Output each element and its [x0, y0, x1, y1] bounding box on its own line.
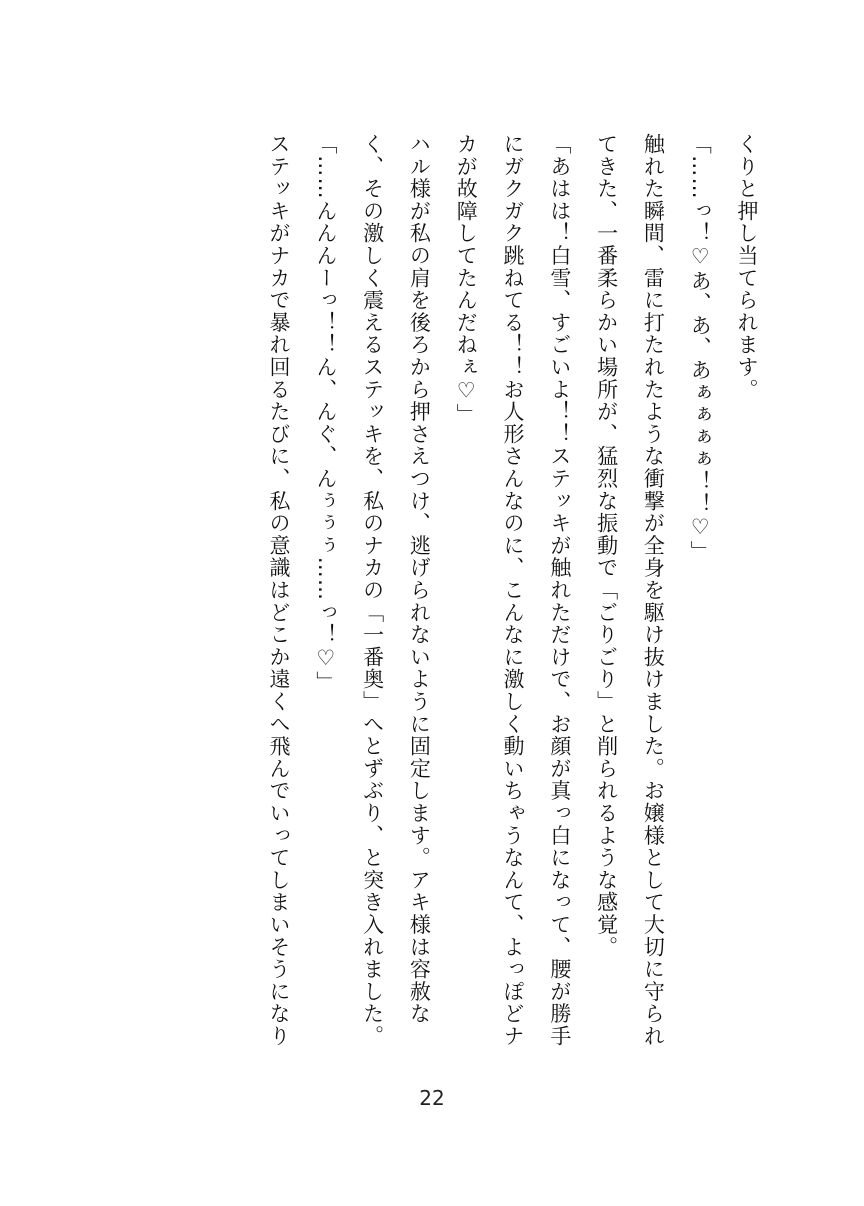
- paragraph-1: くりと押し当てられます。: [735, 133, 759, 401]
- paragraph-7: ステッキがナカで暴れ回るたびに、私の意識はどこか遠くへ飛んでいってしまいそうになり: [267, 133, 292, 1048]
- paragraph-2: 「……っ！♡あ、あ、あぁぁぁぁ！！♡」: [688, 133, 713, 563]
- paragraph-3: 触れた瞬間、雷に打たれたような衝撃が全身を駆け抜けました。お嬢様として大切に守られてきた、一番柔らかい場所が、猛烈な振動で「ごりごり」と削られるような感覚。: [594, 133, 666, 1048]
- page-number: 22: [419, 1086, 445, 1110]
- paragraph-4: 「あはは！白雪、すごいよ！！ステッキが触れただけで、お顔が真っ白になって、腰が勝手にガクガク跳ねてる！！お人形さんなのに、こんなに激しく動いちゃうなんて、よっぽどナカが故障してたんだねぇ♡」: [454, 133, 572, 1048]
- paragraph-5: ハル様が私の肩を後ろから押さえつけ、逃げられないように固定します。アキ様は容赦なく、その激しく震えるステッキを、私のナカの「一番奥」へとずぶり、と突き入れました。: [360, 133, 432, 1048]
- paragraph-6: 「……んんんーっ！！ん、んぐ、んぅぅぅ……っ！♡」: [313, 133, 338, 694]
- vertical-text-body: [130, 133, 770, 1053]
